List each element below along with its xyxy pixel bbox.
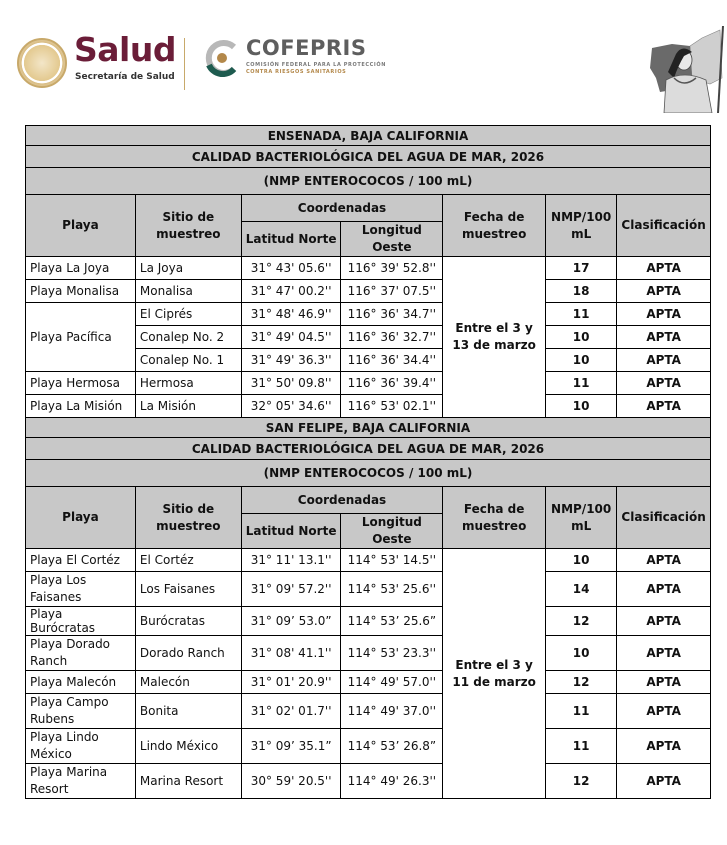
nmp-value-cell: 12: [546, 671, 617, 694]
classification-cell: APTA: [617, 303, 711, 326]
nmp-value-cell: 11: [546, 303, 617, 326]
sampling-date-cell: Entre el 3 y 11 de marzo: [443, 549, 546, 799]
nmp-value-cell: 10: [546, 636, 617, 671]
latitude-cell: 31° 09' 57.2'': [241, 572, 341, 607]
beach-name-cell: Playa Hermosa: [26, 372, 136, 395]
sampling-site-cell: El Ciprés: [135, 303, 241, 326]
classification-cell: APTA: [617, 729, 711, 764]
column-header-latitud: Latitud Norte: [241, 222, 341, 257]
nmp-value-cell: 12: [546, 764, 617, 799]
logo-divider: [184, 38, 185, 90]
nmp-value-cell: 12: [546, 607, 617, 636]
longitude-cell: 116° 37' 07.5'': [341, 280, 443, 303]
table-row: [26, 303, 711, 326]
section-region-banner: ENSENADA, BAJA CALIFORNIA: [26, 126, 711, 146]
nmp-value-cell: 14: [546, 572, 617, 607]
column-header-clasificacion: Clasificación: [617, 487, 711, 549]
classification-cell: APTA: [617, 549, 711, 572]
beach-name-cell: Playa Marina Resort: [26, 764, 136, 799]
cofepris-logo-title: COFEPRIS: [246, 36, 367, 60]
header-row: [26, 487, 711, 514]
longitude-cell: 116° 53' 02.1'': [341, 395, 443, 418]
table-row: [26, 395, 711, 418]
table-row: [26, 280, 711, 303]
classification-cell: APTA: [617, 671, 711, 694]
latitude-cell: 31° 50' 09.8'': [241, 372, 341, 395]
beach-name-cell: Playa La Misión: [26, 395, 136, 418]
column-header-clasificacion: Clasificación: [617, 195, 711, 257]
banner-row: [26, 460, 711, 487]
latitude-cell: 31° 02' 01.7'': [241, 694, 341, 729]
beach-name-cell: Playa El Cortéz: [26, 549, 136, 572]
sampling-site-cell: La Misión: [135, 395, 241, 418]
beach-name-cell: Playa Lindo México: [26, 729, 136, 764]
classification-cell: APTA: [617, 694, 711, 729]
heroine-flag-illustration-icon: [622, 8, 727, 113]
sampling-site-cell: Hermosa: [135, 372, 241, 395]
section-title-banner: CALIDAD BACTERIOLÓGICA DEL AGUA DE MAR, 2026: [26, 146, 711, 168]
nmp-value-cell: 11: [546, 694, 617, 729]
section-title-banner: CALIDAD BACTERIOLÓGICA DEL AGUA DE MAR, 2026: [26, 438, 711, 460]
table-row: [26, 257, 711, 280]
longitude-cell: 114° 49' 37.0'': [341, 694, 443, 729]
longitude-cell: 114° 53’ 25.6”: [341, 607, 443, 636]
column-header-nmp: NMP/100 mL: [546, 487, 617, 549]
column-header-latitud: Latitud Norte: [241, 514, 341, 549]
table-row: [26, 607, 711, 636]
longitude-cell: 116° 36' 39.4'': [341, 372, 443, 395]
column-header-coordenadas: Coordenadas: [241, 487, 443, 514]
latitude-cell: 31° 08' 41.1'': [241, 636, 341, 671]
banner-row: [26, 418, 711, 438]
sampling-site-cell: Malecón: [135, 671, 241, 694]
table-row: [26, 671, 711, 694]
latitude-cell: 32° 05' 34.6'': [241, 395, 341, 418]
section-region-banner: SAN FELIPE, BAJA CALIFORNIA: [26, 418, 711, 438]
beach-name-cell: Playa Burócratas: [26, 607, 136, 636]
latitude-cell: 31° 09’ 35.1”: [241, 729, 341, 764]
sampling-date-cell: Entre el 3 y 13 de marzo: [443, 257, 546, 418]
longitude-cell: 116° 39' 52.8'': [341, 257, 443, 280]
classification-cell: APTA: [617, 764, 711, 799]
longitude-cell: 114° 49' 26.3'': [341, 764, 443, 799]
sampling-site-cell: Conalep No. 1: [135, 349, 241, 372]
table-row: [26, 764, 711, 799]
classification-cell: APTA: [617, 280, 711, 303]
column-header-fecha: Fecha de muestreo: [443, 195, 546, 257]
classification-cell: APTA: [617, 395, 711, 418]
column-header-longitud: Longitud Oeste: [341, 514, 443, 549]
latitude-cell: 31° 49' 04.5'': [241, 326, 341, 349]
table-row: [26, 636, 711, 671]
beach-name-cell: Playa La Joya: [26, 257, 136, 280]
column-header-coordenadas: Coordenadas: [241, 195, 443, 222]
classification-cell: APTA: [617, 636, 711, 671]
latitude-cell: 31° 48' 46.9'': [241, 303, 341, 326]
column-header-playa: Playa: [26, 195, 136, 257]
page-header: [0, 0, 727, 118]
section-units-banner: (NMP ENTEROCOCOS / 100 mL): [26, 168, 711, 195]
longitude-cell: 116° 36' 34.7'': [341, 303, 443, 326]
classification-cell: APTA: [617, 257, 711, 280]
beach-name-cell: Playa Monalisa: [26, 280, 136, 303]
latitude-cell: 31° 47' 00.2'': [241, 280, 341, 303]
column-header-sitio: Sitio de muestreo: [135, 487, 241, 549]
classification-cell: APTA: [617, 607, 711, 636]
longitude-cell: 114° 53’ 26.8”: [341, 729, 443, 764]
latitude-cell: 31° 49' 36.3'': [241, 349, 341, 372]
sampling-site-cell: Lindo México: [135, 729, 241, 764]
latitude-cell: 31° 09’ 53.0”: [241, 607, 341, 636]
water-quality-table: [25, 125, 711, 799]
latitude-cell: 30° 59' 20.5'': [241, 764, 341, 799]
banner-row: [26, 146, 711, 168]
sampling-site-cell: Monalisa: [135, 280, 241, 303]
table-row: [26, 572, 711, 607]
classification-cell: APTA: [617, 372, 711, 395]
sampling-site-cell: Dorado Ranch: [135, 636, 241, 671]
latitude-cell: 31° 43' 05.6'': [241, 257, 341, 280]
column-header-nmp: NMP/100 mL: [546, 195, 617, 257]
classification-cell: APTA: [617, 349, 711, 372]
beach-name-cell: Playa Pacífica: [26, 303, 136, 372]
cofepris-logo-icon: [203, 39, 241, 77]
beach-name-cell: Playa Campo Rubens: [26, 694, 136, 729]
table-row: [26, 729, 711, 764]
sampling-site-cell: Burócratas: [135, 607, 241, 636]
nmp-value-cell: 10: [546, 549, 617, 572]
cofepris-logo-subtitle-1: COMISIÓN FEDERAL PARA LA PROTECCIÓN: [246, 62, 386, 68]
latitude-cell: 31° 01' 20.9'': [241, 671, 341, 694]
mexico-coat-of-arms-icon: [17, 38, 67, 88]
longitude-cell: 114° 53' 25.6'': [341, 572, 443, 607]
sampling-site-cell: El Cortéz: [135, 549, 241, 572]
beach-name-cell: Playa Malecón: [26, 671, 136, 694]
banner-row: [26, 168, 711, 195]
nmp-value-cell: 11: [546, 372, 617, 395]
beach-name-cell: Playa Los Faisanes: [26, 572, 136, 607]
longitude-cell: 116° 36' 32.7'': [341, 326, 443, 349]
nmp-value-cell: 10: [546, 349, 617, 372]
cofepris-logo-subtitle-2: CONTRA RIESGOS SANITARIOS: [246, 69, 347, 75]
classification-cell: APTA: [617, 572, 711, 607]
classification-cell: APTA: [617, 326, 711, 349]
sampling-site-cell: Marina Resort: [135, 764, 241, 799]
sampling-site-cell: Los Faisanes: [135, 572, 241, 607]
longitude-cell: 114° 53' 23.3'': [341, 636, 443, 671]
sampling-site-cell: Conalep No. 2: [135, 326, 241, 349]
longitude-cell: 116° 36' 34.4'': [341, 349, 443, 372]
sampling-site-cell: Bonita: [135, 694, 241, 729]
nmp-value-cell: 11: [546, 729, 617, 764]
nmp-value-cell: 18: [546, 280, 617, 303]
nmp-value-cell: 17: [546, 257, 617, 280]
nmp-value-cell: 10: [546, 326, 617, 349]
header-row: [26, 195, 711, 222]
table-row: [26, 549, 711, 572]
column-header-sitio: Sitio de muestreo: [135, 195, 241, 257]
column-header-fecha: Fecha de muestreo: [443, 487, 546, 549]
sampling-site-cell: La Joya: [135, 257, 241, 280]
beach-name-cell: Playa Dorado Ranch: [26, 636, 136, 671]
column-header-playa: Playa: [26, 487, 136, 549]
longitude-cell: 114° 53' 14.5'': [341, 549, 443, 572]
banner-row: [26, 438, 711, 460]
salud-logo-title: Salud: [74, 30, 176, 69]
banner-row: [26, 126, 711, 146]
longitude-cell: 114° 49' 57.0'': [341, 671, 443, 694]
table-row: [26, 694, 711, 729]
salud-logo-subtitle: Secretaría de Salud: [75, 72, 175, 82]
column-header-longitud: Longitud Oeste: [341, 222, 443, 257]
nmp-value-cell: 10: [546, 395, 617, 418]
latitude-cell: 31° 11' 13.1'': [241, 549, 341, 572]
table-row: [26, 372, 711, 395]
section-units-banner: (NMP ENTEROCOCOS / 100 mL): [26, 460, 711, 487]
